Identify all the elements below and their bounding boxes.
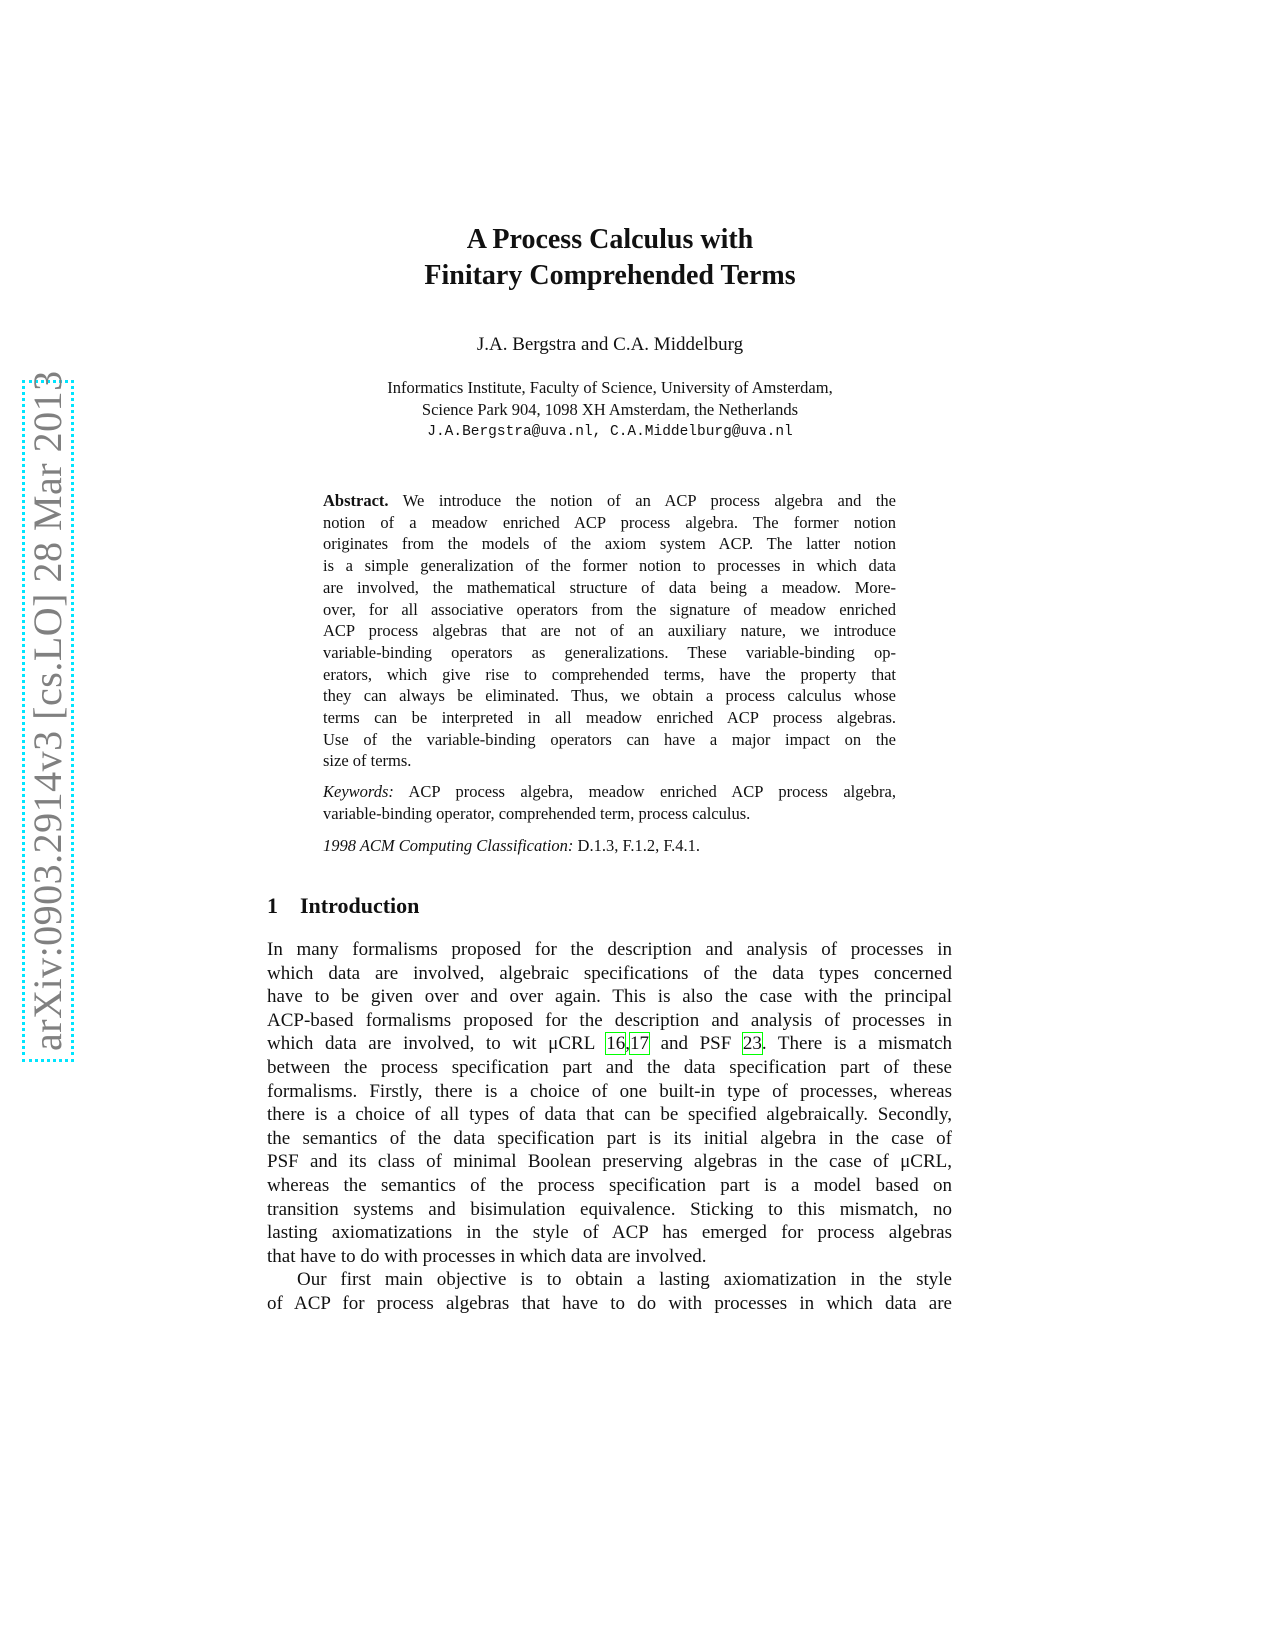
abstract (323, 490, 896, 856)
text-line: lasting axiomatizations in the style of ACP has emerged for process algebras (267, 1222, 952, 1244)
text-line: that have to do with processes in which data are involved. (267, 1245, 707, 1267)
emails[interactable]: J.A.Bergstra@uva.nl, C.A.Middelburg@uva.nl (427, 424, 793, 440)
keywords-label: Keywords: (323, 782, 394, 802)
text-line: PSF and its class of minimal Boolean preserving algebras in the case of μCRL, (267, 1151, 952, 1173)
text-line: notion of a meadow enriched ACP process algebra. The former notion (323, 512, 896, 532)
title-line: A Process Calculus with (466, 224, 754, 255)
text-line: there is a choice of all types of data that can be specified algebraically. Secondly, (267, 1104, 952, 1126)
body-line: of ACP for process algebras that have to do with processes in which data are (267, 1292, 952, 1314)
text-line: In many formalisms proposed for the description and analysis of processes in (267, 939, 952, 960)
text-line: is a simple generalization of the former notion to processes in which data (323, 556, 896, 576)
text-line: originates from the models of the axiom system ACP. The latter notion (323, 534, 896, 554)
text-line: erators, which give rise to comprehended terms, have the property that (323, 664, 896, 684)
affiliation-line: Informatics Institute, Faculty of Science, University of Amsterdam, (387, 378, 833, 397)
text: and PSF (648, 1033, 743, 1055)
section-title: Introduction (300, 893, 420, 918)
body-line: which data are involved, to wit μCRL 16,17 and PSF 23. There is a mismatch (267, 1033, 952, 1055)
affiliation-line: Science Park 904, 1098 XH Amsterdam, the Netherlands (421, 400, 799, 419)
keywords-text: variable-binding operator, comprehended term, process calculus. (323, 803, 751, 823)
citation-link[interactable]: 16 (606, 1033, 626, 1055)
acm-codes: D.1.3, F.1.2, F.4.1. (573, 835, 701, 855)
citation-link[interactable]: 23 (742, 1033, 762, 1055)
acm-classification (323, 835, 896, 857)
text-line: terms can be interpreted in all meadow enriched ACP process algebras. (323, 708, 896, 728)
text: . There is a mismatch (761, 1033, 952, 1055)
text-line: transition systems and bisimulation equivalence. Sticking to this mismatch, no (267, 1198, 952, 1220)
affiliation (0, 377, 1220, 443)
text-line: whereas the semantics of the process specification part is a model based on (267, 1174, 952, 1196)
text-line: ACP process algebras that are not of an auxiliary nature, we introduce (323, 621, 896, 641)
text-line: formalisms. Firstly, there is a choice of one built-in type of processes, whereas (267, 1080, 952, 1102)
introduction-body (267, 938, 952, 1316)
text-line: which data are involved, algebraic specifications of the data types concerned (267, 962, 952, 984)
text-line: ACP-based formalisms proposed for the description and analysis of processes in (267, 1009, 952, 1031)
text-line: are involved, the mathematical structure of data being a meadow. More- (323, 577, 896, 597)
section-number: 1 (267, 893, 278, 918)
text-line: between the process specification part and the data specification part of these (267, 1056, 952, 1078)
text-line: over, for all associative operators from the signature of meadow enriched (323, 599, 896, 619)
keywords (323, 781, 896, 824)
text: which data are involved, to wit μCRL (267, 1033, 607, 1055)
text-line: Use of the variable-binding operators can have a major impact on the (323, 729, 896, 749)
citation-link[interactable]: 17 (629, 1033, 649, 1055)
text-line: they can always be eliminated. Thus, we obtain a process calculus whose (323, 686, 896, 706)
body-line: Our first main objective is to obtain a lasting axiomatization in the style (297, 1269, 952, 1291)
text-line: size of terms. (323, 751, 412, 771)
arxiv-identifier[interactable]: arXiv:0903.2914v3 [cs.LO] 28 Mar 2013 (22, 380, 74, 1062)
keywords-text: ACP process algebra, meadow enriched ACP process algebra, (393, 782, 896, 802)
text-line: have to be given over and over again. This is also the case with the principal (267, 986, 952, 1008)
abstract-text: We introduce the notion of an ACP process algebra and the (388, 491, 896, 510)
text-line: the semantics of the data specification part is its initial algebra in the case of (267, 1127, 952, 1149)
paper-title (0, 222, 1220, 294)
abstract-label: Abstract. (323, 491, 389, 510)
text-line: variable-binding operators as generalizations. These variable-binding op- (323, 642, 896, 662)
section-heading (267, 893, 419, 919)
title-line: Finitary Comprehended Terms (424, 260, 796, 291)
acm-label: 1998 ACM Computing Classification: (323, 835, 574, 855)
authors: J.A. Bergstra and C.A. Middelburg (476, 334, 744, 355)
